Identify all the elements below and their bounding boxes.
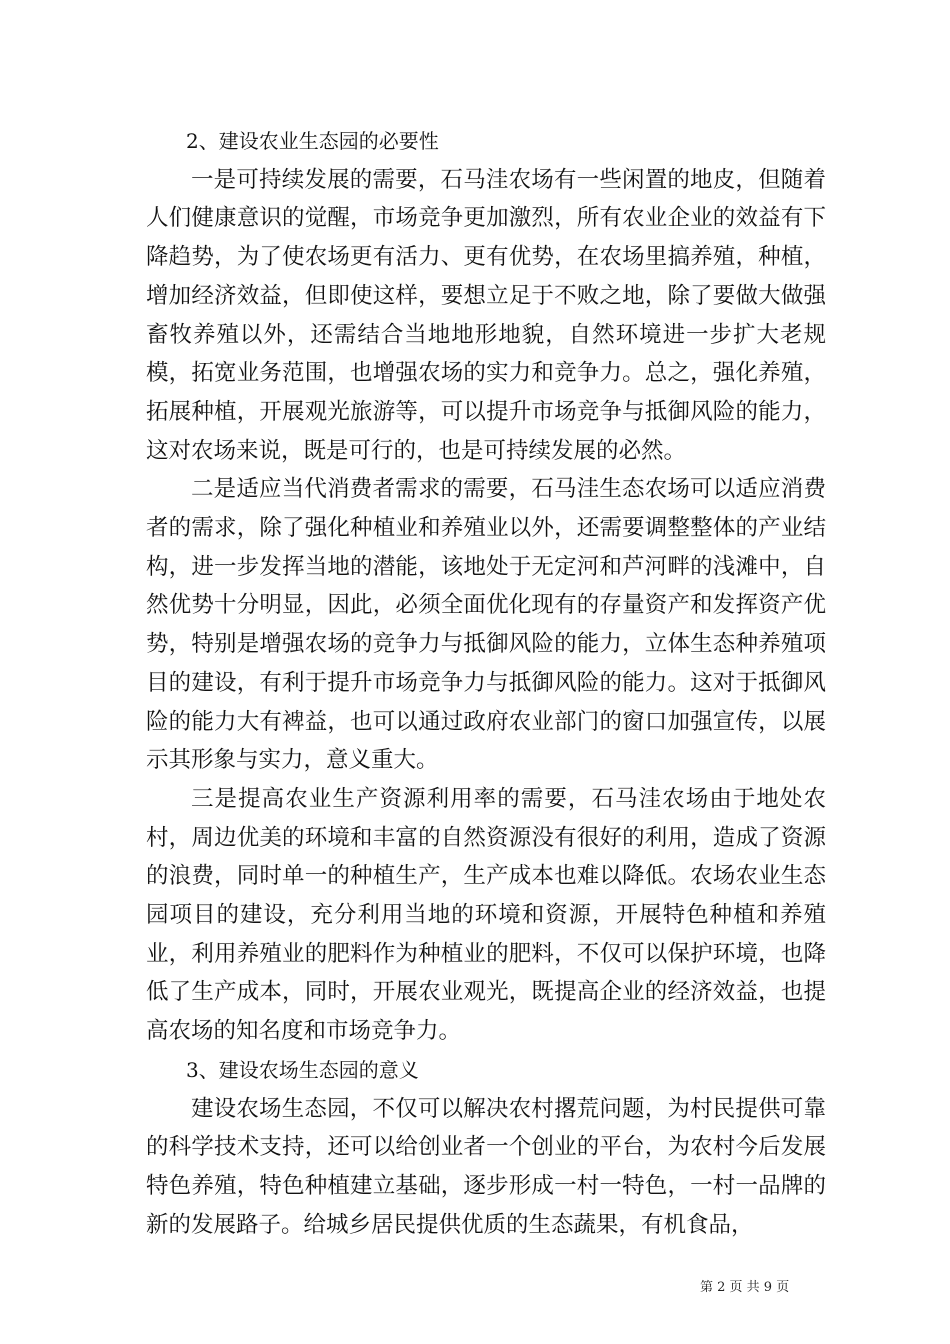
page-number-footer: 第 2 页 共 9 页: [700, 1280, 790, 1295]
paragraph-sustainability: 一是可持续发展的需要，石马洼农场有一些闲置的地皮，但随着人们健康意识的觉醒，市场竞争更加激烈，所有农业企业的效益有下降趋势，为了使农场更有活力、更有优势，在农场里搞养殖，种植，增加经济效益，但即使这样，要想立足于不败之地，除了要做大做强畜牧养殖以外，还需结合当地地形地貌，自然环境进一步扩大老规模，拓宽业务范围，也增强农场的实力和竞争力。总之，强化养殖，拓展种植，开展观光旅游等，可以提升市场竞争与抵御风险的能力，这对农场来说，既是可行的，也是可持续发展的必然。: [146, 166, 826, 464]
section-heading-2: 2、建设农业生态园的必要性: [186, 129, 439, 153]
paragraph-resource-utilization: 三是提高农业生产资源利用率的需要，石马洼农场由于地处农村，周边优美的环境和丰富的自然资源没有很好的利用，造成了资源的浪费，同时单一的种植生产，生产成本也难以降低。农场农业生态园项目的建设，充分利用当地的环境和资源，开展特色种植和养殖业，利用养殖业的肥料作为种植业的肥料，不仅可以保护环境，也降低了生产成本，同时，开展农业观光，既提高企业的经济效益，也提高农场的知名度和市场竞争力。: [146, 785, 826, 1045]
paragraph-consumer-demand: 二是适应当代消费者需求的需要，石马洼生态农场可以适应消费者的需求，除了强化种植业和养殖业以外，还需要调整整体的产业结构，进一步发挥当地的潜能，该地处于无定河和芦河畔的浅滩中，自然优势十分明显，因此，必须全面优化现有的存量资产和发挥资产优势，特别是增强农场的竞争力与抵御风险的能力，立体生态种养殖项目的建设，有利于提升市场竞争力与抵御风险的能力。这对于抵御风险的能力大有裨益，也可以通过政府农业部门的窗口加强宣传，以展示其形象与实力，意义重大。: [146, 476, 826, 774]
section-heading-3: 3、建设农场生态园的意义: [186, 1057, 419, 1082]
paragraph-significance: 建设农场生态园，不仅可以解决农村撂荒问题，为村民提供可靠的科学技术支持，还可以给创业者一个创业的平台，为农村今后发展特色养殖，特色种植建立基础，逐步形成一村一特色，一村一品牌的新的发展路子。给城乡居民提供优质的生态蔬果，有机食品，: [146, 1095, 826, 1238]
document-body: [146, 122, 826, 1244]
